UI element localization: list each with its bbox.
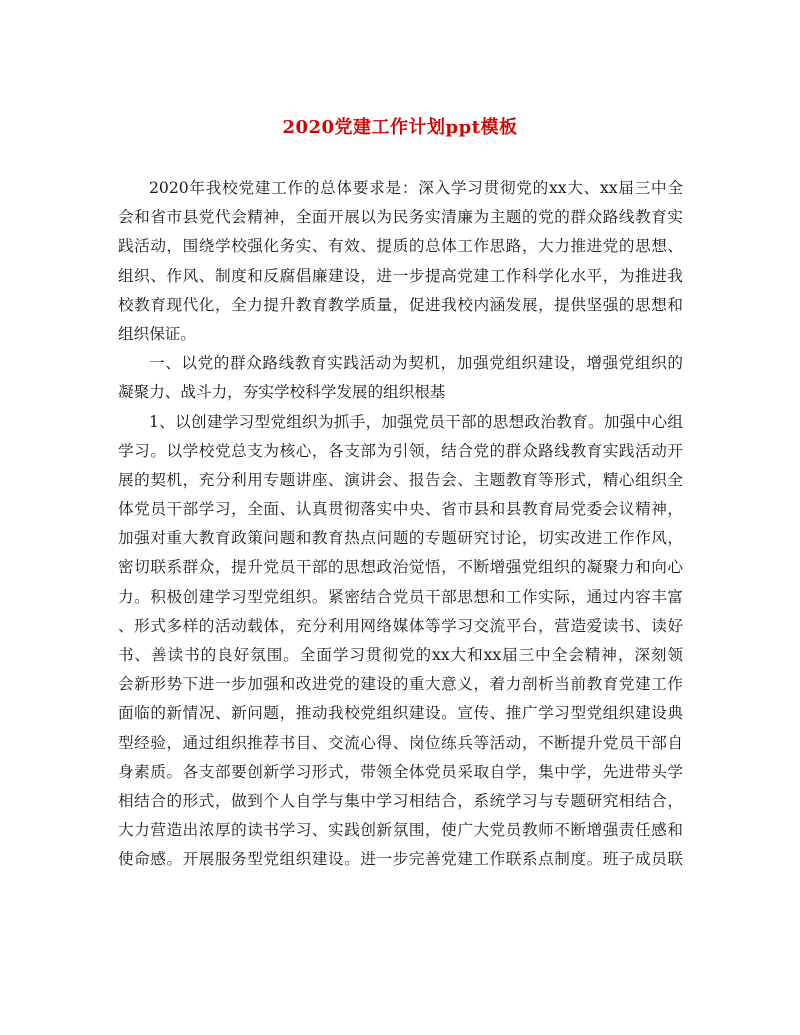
text-line: 使命感。开展服务型党组织建设。进一步完善党建工作联系点制度。班子成员联: [118, 850, 683, 869]
text-line: 校教育现代化，全力提升教育教学质量，促进我校内涵发展，提供坚强的思想和: [118, 295, 683, 314]
text-line: 型经验，通过组织推荐书目、交流心得、岗位练兵等活动，不断提升党员干部自: [118, 733, 683, 752]
document-body: [118, 174, 683, 875]
document-title: 2020党建工作计划ppt模板: [282, 117, 518, 138]
text-line: 凝聚力、战斗力，夯实学校科学发展的组织根基: [118, 383, 446, 402]
text-line: 组织保证。: [118, 324, 196, 343]
text-line: 学习。以学校党总支为核心，各支部为引领，结合党的群众路线教育实践活动开: [118, 441, 683, 460]
text-line: 一、以党的群众路线教育实践活动为契机，加强党组织建设，增强党组织的: [149, 354, 683, 373]
text-line: 1、以创建学习型党组织为抓手，加强党员干部的思想政治教育。加强中心组: [149, 412, 683, 431]
text-line: 2020年我校党建工作的总体要求是：深入学习贯彻党的xx大、xx届三中全: [149, 179, 683, 197]
text-line: 力。积极创建学习型党组织。紧密结合党员干部思想和工作实际，通过内容丰富: [118, 587, 683, 606]
text-line: 体党员干部学习，全面、认真贯彻落实中央、省市县和县教育局党委会议精神，: [118, 500, 683, 519]
text-line: 密切联系群众，提升党员干部的思想政治觉悟，不断增强党组织的凝聚力和向心: [118, 558, 683, 577]
text-line: 展的契机，充分利用专题讲座、演讲会、报告会、主题教育等形式，精心组织全: [118, 470, 683, 489]
text-line: 组织、作风、制度和反腐倡廉建设，进一步提高党建工作科学化水平，为推进我: [118, 266, 683, 285]
text-line: 身素质。各支部要创新学习形式，带领全体党员采取自学，集中学，先进带头学: [118, 762, 683, 781]
text-line: 会和省市县党代会精神，全面开展以为民务实清廉为主题的党的群众路线教育实: [118, 208, 683, 227]
text-line: 加强对重大教育政策问题和教育热点问题的专题研究讨论，切实改进工作作风，: [118, 529, 683, 548]
text-line: 面临的新情况、新问题，推动我校党组织建设。宣传、推广学习型党组织建设典: [118, 704, 683, 723]
text-line: 大力营造出浓厚的读书学习、实践创新氛围，使广大党员教师不断增强责任感和: [118, 821, 683, 840]
text-line: 践活动，围绕学校强化务实、有效、提质的总体工作思路，大力推进党的思想、: [118, 237, 683, 256]
text-line: 会新形势下进一步加强和改进党的建设的重大意义，着力剖析当前教育党建工作: [118, 675, 683, 694]
text-line: 相结合的形式，做到个人自学与集中学习相结合，系统学习与专题研究相结合，: [118, 791, 683, 810]
text-line: 书、善读书的良好氛围。全面学习贯彻党的xx大和xx届三中全会精神，深刻领: [118, 646, 683, 664]
text-line: 、形式多样的活动载体，充分利用网络媒体等学习交流平台，营造爱读书、读好: [118, 616, 683, 635]
